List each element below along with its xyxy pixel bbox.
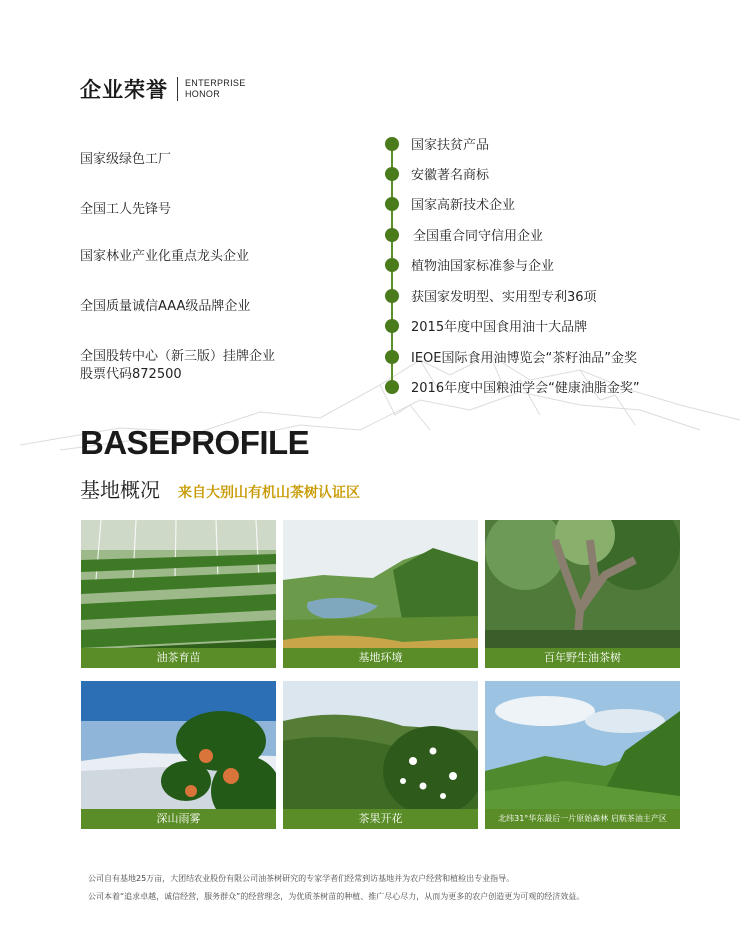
footer-description <box>88 870 584 906</box>
title-divider <box>177 77 178 101</box>
section-title-en-line2: HONOR <box>185 89 220 99</box>
photo-primeval-forest <box>485 681 680 829</box>
timeline-item <box>385 194 515 213</box>
honor-text: 全国股转中心（新三版）挂牌企业 <box>80 349 276 364</box>
photo-caption: 油茶育苗 <box>81 648 276 668</box>
photo-caption: 茶果开花 <box>283 809 478 829</box>
photo-ancient-tea-tree <box>485 520 680 668</box>
timeline-item <box>385 225 543 244</box>
photo-base-environment <box>283 520 478 668</box>
timeline-dot <box>385 258 399 272</box>
timeline-text: 2015年度中国食用油十大品牌 <box>411 320 588 335</box>
blossom-image <box>283 681 478 829</box>
timeline-item <box>385 377 640 396</box>
forest-hills-image <box>485 681 680 829</box>
timeline-text: 全国重合同守信用企业 <box>413 229 544 244</box>
section-title-en-line1: ENTERPRISE <box>185 78 246 88</box>
timeline-text: 植物油国家标准参与企业 <box>411 259 555 274</box>
timeline-dot <box>385 319 399 333</box>
timeline-text: 国家扶贫产品 <box>411 138 490 153</box>
honor-item <box>80 151 171 169</box>
base-profile-tagline: 来自大别山有机山茶树认证区 <box>178 485 360 501</box>
section-title-en <box>185 78 246 100</box>
honor-text: 国家级绿色工厂 <box>80 152 172 167</box>
timeline-item <box>385 347 637 366</box>
base-profile-subtitle-row <box>80 474 360 503</box>
footer-line: 公司本着“追求卓越，诚信经营，服务群众”的经营理念，为优质茶树苗的种植、推广尽心尽力，从而为更多的农户创造更为可观的经济效益。 <box>88 892 585 901</box>
honor-item <box>80 201 171 219</box>
timeline-text: 2016年度中国粮油学会“健康油脂金奖” <box>411 381 640 396</box>
photo-mountain-mist <box>81 681 276 829</box>
timeline-text: 国家高新技术企业 <box>411 198 516 213</box>
photo-seedling-nursery <box>81 520 276 668</box>
timeline-dot <box>385 289 399 303</box>
lake-landscape-image <box>283 520 478 668</box>
timeline-dot <box>385 228 399 242</box>
timeline-item <box>385 286 597 305</box>
photo-caption: 基地环境 <box>283 648 478 668</box>
timeline-dot <box>385 137 399 151</box>
timeline-item <box>385 255 554 274</box>
seedling-rows-image <box>81 520 276 668</box>
honor-item <box>80 248 249 266</box>
footer-line: 公司自有基地25万亩，大团结农业股份有限公司油茶树研究的专家学者们经常到访基地并为农户经营和植检出专业指导。 <box>88 874 515 883</box>
timeline-dot <box>385 350 399 364</box>
mist-fruit-image <box>81 681 276 829</box>
base-profile-title: BASEPROFILE <box>80 424 310 461</box>
base-profile-subtitle: 基地概况 <box>80 478 160 502</box>
section-title-cn: 企业荣誉 <box>80 77 168 102</box>
honor-item <box>80 298 250 316</box>
photo-caption: 北纬31°华东最后一片原始森林 启航茶油主产区 <box>485 809 680 829</box>
wild-tree-image <box>485 520 680 668</box>
timeline-dot <box>385 380 399 394</box>
honor-text: 国家林业产业化重点龙头企业 <box>80 249 250 264</box>
timeline-text: 获国家发明型、实用型专利36项 <box>411 290 597 305</box>
photo-caption: 百年野生油茶树 <box>485 648 680 668</box>
timeline-item <box>385 134 489 153</box>
honor-text: 全国工人先锋号 <box>80 202 172 217</box>
timeline-text: IEOE国际食用油博览会“茶籽油品”金奖 <box>411 351 637 366</box>
photo-tea-blossom <box>283 681 478 829</box>
honor-text: 全国质量诚信AAA级品牌企业 <box>80 299 251 314</box>
stock-code-text: 股票代码872500 <box>80 367 182 382</box>
timeline-text: 安徽著名商标 <box>411 168 490 183</box>
timeline-item <box>385 316 587 335</box>
timeline-dot <box>385 197 399 211</box>
timeline-dot <box>385 167 399 181</box>
section-header-enterprise-honor <box>80 74 246 104</box>
photo-caption: 深山雨雾 <box>81 809 276 829</box>
timeline-item <box>385 164 489 183</box>
